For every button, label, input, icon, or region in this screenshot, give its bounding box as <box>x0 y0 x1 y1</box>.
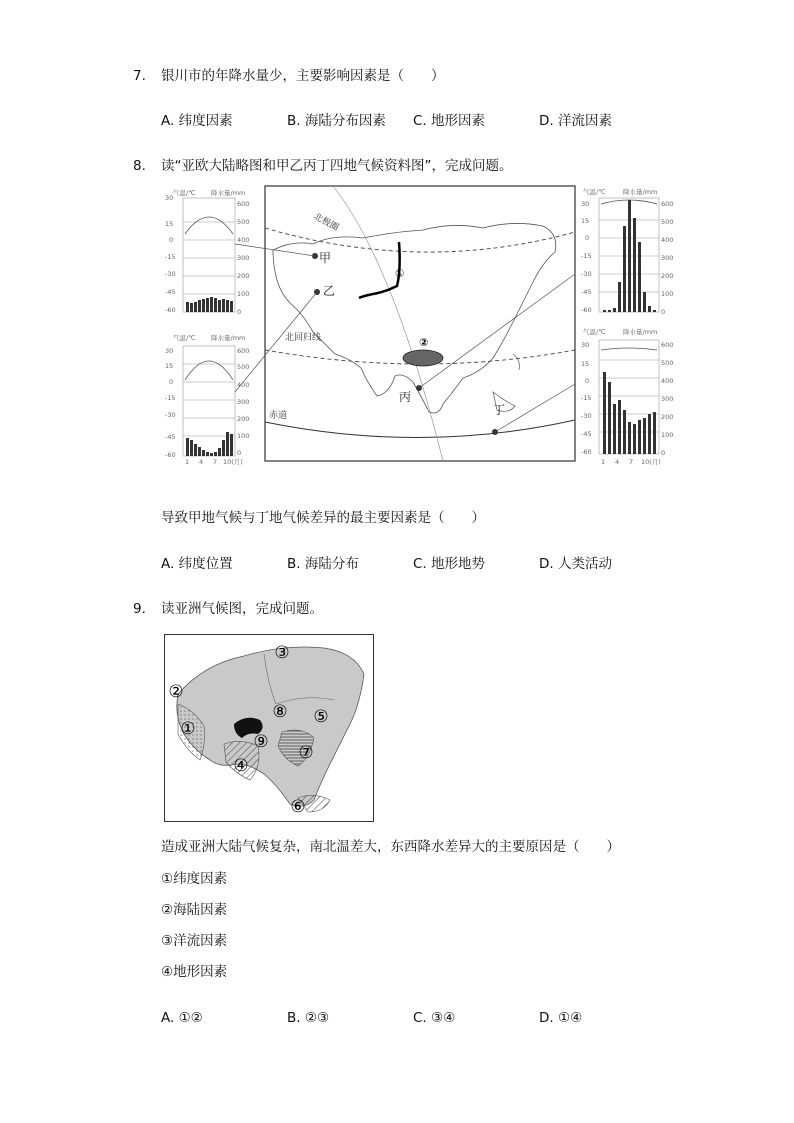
q7-option-c[interactable]: C. 地形因素 <box>413 113 486 129</box>
svg-text:-30: -30 <box>165 411 176 419</box>
q8-option-d[interactable]: D. 人类活动 <box>539 556 612 572</box>
q7-number: 7. <box>133 68 146 84</box>
svg-text:300: 300 <box>237 398 250 406</box>
svg-text:100: 100 <box>661 431 674 439</box>
svg-text:1: 1 <box>601 458 606 466</box>
q9-number: 9. <box>133 601 146 617</box>
svg-text:30: 30 <box>165 194 174 202</box>
q9-option-c[interactable]: C. ③④ <box>413 1010 456 1026</box>
svg-text:100: 100 <box>237 290 250 298</box>
svg-text:4: 4 <box>615 458 620 466</box>
svg-text:气温/℃: 气温/℃ <box>173 189 196 197</box>
svg-text:气温/℃: 气温/℃ <box>583 188 606 196</box>
svg-text:200: 200 <box>237 415 250 423</box>
svg-text:⑧: ⑧ <box>272 702 288 722</box>
q8-option-c[interactable]: C. 地形地势 <box>413 556 486 572</box>
svg-text:15: 15 <box>581 217 590 225</box>
svg-text:-30: -30 <box>165 270 176 278</box>
q9-item-2: ②海陆因素 <box>161 902 228 918</box>
svg-text:⑦: ⑦ <box>298 743 314 763</box>
q9-option-b[interactable]: B. ②③ <box>287 1010 330 1026</box>
svg-text:200: 200 <box>661 272 674 280</box>
svg-text:200: 200 <box>237 272 250 280</box>
svg-text:④: ④ <box>233 756 249 776</box>
svg-text:⑥: ⑥ <box>290 797 306 817</box>
svg-text:0: 0 <box>169 236 174 244</box>
svg-text:北回归线: 北回归线 <box>285 333 322 343</box>
q9-stem: 读亚洲气候图，完成问题。 <box>161 601 323 617</box>
svg-text:-30: -30 <box>581 270 592 278</box>
q7-option-a[interactable]: A. 纬度因素 <box>161 113 233 129</box>
svg-text:②: ② <box>168 682 184 702</box>
svg-text:降水量/mm: 降水量/mm <box>211 334 246 342</box>
svg-text:②: ② <box>419 336 429 349</box>
svg-text:赤道: 赤道 <box>269 411 288 421</box>
q8-question: 导致甲地气候与丁地气候差异的最主要因素是（ ） <box>161 510 485 526</box>
svg-text:①: ① <box>395 267 405 280</box>
svg-text:-45: -45 <box>581 430 592 438</box>
q9-option-d[interactable]: D. ①④ <box>539 1010 583 1026</box>
svg-text:-15: -15 <box>165 394 176 402</box>
svg-text:600: 600 <box>237 200 250 208</box>
svg-text:300: 300 <box>661 254 674 262</box>
svg-text:500: 500 <box>237 363 250 371</box>
svg-text:300: 300 <box>237 254 250 262</box>
svg-text:-60: -60 <box>581 306 592 314</box>
q9-item-1: ①纬度因素 <box>161 871 228 887</box>
svg-text:气温/℃: 气温/℃ <box>583 328 606 336</box>
svg-text:500: 500 <box>661 359 674 367</box>
svg-text:-45: -45 <box>165 288 176 296</box>
svg-text:-45: -45 <box>581 288 592 296</box>
svg-text:0: 0 <box>585 377 590 385</box>
svg-text:30: 30 <box>165 347 174 355</box>
svg-text:30: 30 <box>581 341 590 349</box>
svg-text:北极圈: 北极圈 <box>311 211 341 234</box>
q7-stem: 银川市的年降水量少，主要影响因素是（ ） <box>161 68 445 84</box>
svg-text:500: 500 <box>661 218 674 226</box>
svg-text:丙: 丙 <box>399 390 412 404</box>
svg-text:0: 0 <box>169 378 174 386</box>
q7-option-d[interactable]: D. 洋流因素 <box>539 113 612 129</box>
q9-item-4: ④地形因素 <box>161 964 228 980</box>
svg-text:-60: -60 <box>165 451 176 459</box>
q8-option-b[interactable]: B. 海陆分布 <box>287 556 359 572</box>
svg-text:400: 400 <box>661 377 674 385</box>
svg-text:7: 7 <box>629 458 634 466</box>
svg-text:15: 15 <box>165 362 174 370</box>
svg-text:15: 15 <box>165 220 174 228</box>
q8-number: 8. <box>133 158 146 174</box>
svg-text:-30: -30 <box>581 412 592 420</box>
svg-text:丁: 丁 <box>493 403 506 417</box>
svg-text:气温/℃: 气温/℃ <box>173 334 196 342</box>
asia-climate-map <box>164 634 374 822</box>
q7-option-b[interactable]: B. 海陆分布因素 <box>287 113 386 129</box>
svg-text:300: 300 <box>661 395 674 403</box>
svg-text:0: 0 <box>237 449 242 457</box>
svg-text:-15: -15 <box>581 394 592 402</box>
svg-text:600: 600 <box>237 347 250 355</box>
q9-question: 造成亚洲大陆气候复杂，南北温差大，东西降水差异大的主要原因是（ ） <box>161 839 620 855</box>
svg-text:③: ③ <box>274 643 290 663</box>
q8-option-a[interactable]: A. 纬度位置 <box>161 556 233 572</box>
svg-text:乙: 乙 <box>323 284 336 298</box>
eurasia-climate-figure <box>163 182 687 466</box>
svg-text:600: 600 <box>661 200 674 208</box>
svg-text:7: 7 <box>213 458 218 466</box>
svg-text:-60: -60 <box>581 448 592 456</box>
climograph-jia <box>165 188 249 316</box>
svg-text:降水量/mm: 降水量/mm <box>623 188 658 196</box>
svg-text:1: 1 <box>185 458 190 466</box>
svg-text:400: 400 <box>237 236 250 244</box>
svg-text:甲: 甲 <box>319 251 332 265</box>
svg-text:0: 0 <box>585 234 590 242</box>
svg-text:400: 400 <box>237 381 250 389</box>
svg-text:100: 100 <box>661 290 674 298</box>
svg-text:①: ① <box>180 719 196 739</box>
q8-stem: 读“亚欧大陆略图和甲乙丙丁四地气候资料图”，完成问题。 <box>161 158 513 174</box>
svg-text:10(月): 10(月) <box>641 458 661 466</box>
svg-text:400: 400 <box>661 236 674 244</box>
svg-text:4: 4 <box>199 458 204 466</box>
svg-text:0: 0 <box>237 308 242 316</box>
svg-text:0: 0 <box>661 308 666 316</box>
svg-text:0: 0 <box>661 449 666 457</box>
svg-text:10(月): 10(月) <box>223 458 243 466</box>
svg-text:降水量/mm: 降水量/mm <box>211 189 246 197</box>
q9-option-a[interactable]: A. ①② <box>161 1010 203 1026</box>
eurasia-map <box>235 186 575 461</box>
svg-text:降水量/mm: 降水量/mm <box>623 328 658 336</box>
svg-text:600: 600 <box>661 341 674 349</box>
svg-text:-15: -15 <box>581 252 592 260</box>
svg-text:30: 30 <box>581 200 590 208</box>
svg-text:200: 200 <box>661 413 674 421</box>
svg-text:-45: -45 <box>165 433 176 441</box>
svg-text:⑤: ⑤ <box>313 707 329 727</box>
svg-text:500: 500 <box>237 218 250 226</box>
q9-item-3: ③洋流因素 <box>161 933 228 949</box>
svg-text:⑨: ⑨ <box>253 732 269 752</box>
svg-text:100: 100 <box>237 432 250 440</box>
svg-text:-15: -15 <box>165 253 176 261</box>
svg-text:-60: -60 <box>165 306 176 314</box>
svg-text:15: 15 <box>581 360 590 368</box>
